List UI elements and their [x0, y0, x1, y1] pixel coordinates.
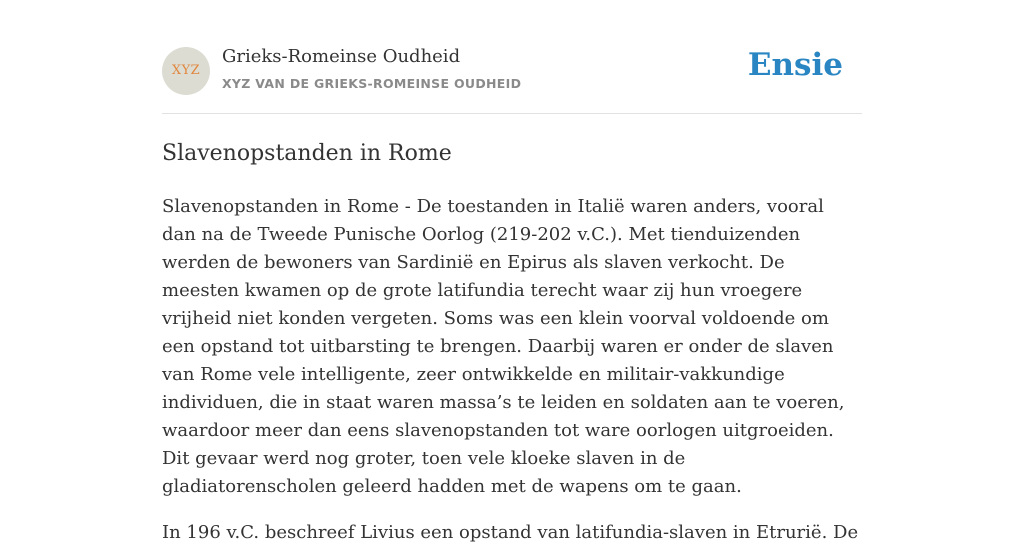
source-header — [162, 0, 862, 114]
source-name-link[interactable]: Grieks-Romeinse Oudheid — [222, 46, 461, 67]
article-paragraph: Slavenopstanden in Rome - De toestanden in Italië waren anders, vooral dan na de Tweede Punische Oorlog (219-202 v.C.). Met tienduizenden werden de bewoners van Sardinië en Epirus als slaven verkocht. De meesten kwamen op de grote latifundia terecht waar zij hun vroegere vrijheid niet konden vergeten. Soms was een klein voorval voldoende om een opstand tot uitbarsting te brengen. Daarbij waren er onder de slaven van Rome vele intelligente, zeer ontwikkelde en militair-vakkundige individuen, die in staat waren massa’s te leiden en soldaten aan te voeren, waardoor meer dan eens slavenopstanden tot ware oorlogen uitgroeiden. Dit gevaar werd nog groter, toen vele kloeke slaven in de gladiatorenscholen geleerd hadden met de wapens om te gaan. — [162, 196, 845, 497]
ensie-logo-link[interactable]: Ensie — [747, 47, 843, 83]
article-paragraph: In 196 v.C. beschreef Livius een opstand van latifundia-slaven in Etrurië. De — [162, 522, 859, 543]
article-title: Slavenopstanden in Rome — [162, 141, 452, 166]
source-subtitle: XYZ VAN DE GRIEKS-ROMEINSE OUDHEID — [222, 76, 522, 91]
article-page — [162, 0, 862, 547]
source-avatar[interactable]: XYZ — [162, 47, 210, 95]
